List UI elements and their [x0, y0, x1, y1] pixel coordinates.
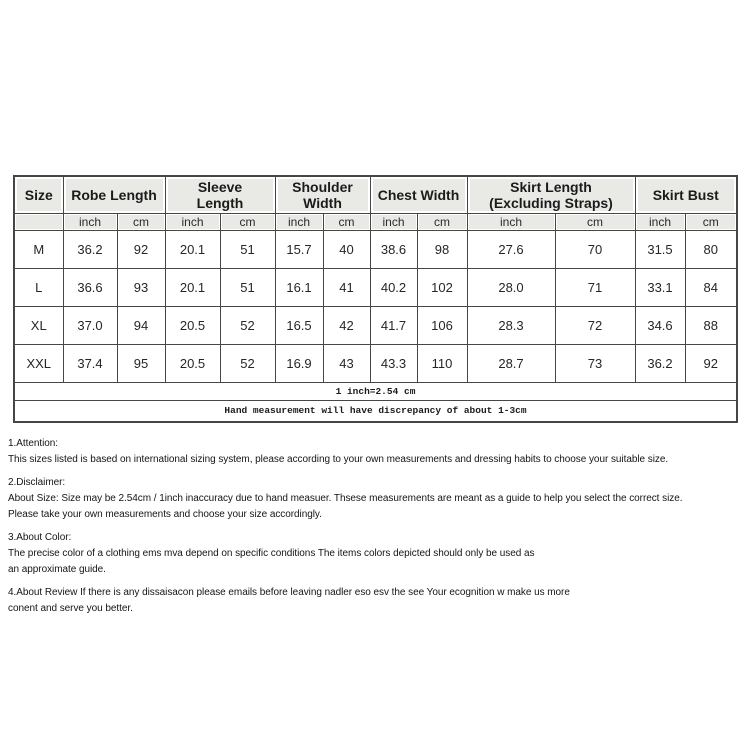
column-header-line: Shoulder: [292, 178, 353, 195]
hand-measurement-note: Hand measurement will have discrepancy of about 1-3cm: [14, 400, 737, 422]
column-header-chest-width: [370, 176, 467, 213]
measurement-cell: 20.1: [165, 268, 220, 306]
measurement-cell: 110: [417, 344, 467, 382]
size-row-XXL: [14, 344, 737, 382]
paragraph-line: This sizes listed is based on international sizing system, please according to your own measurements and dressing habits to choose your suitable size.: [8, 454, 669, 465]
column-header-line: Sleeve: [197, 178, 243, 195]
paragraph-line: conent and serve you better.: [8, 603, 133, 614]
column-header-line: Robe Length: [71, 186, 157, 203]
measurement-cell: 20.5: [165, 306, 220, 344]
measurement-cell: 16.1: [275, 268, 323, 306]
unit-header-inch: inch: [165, 213, 220, 230]
measurement-cell: 36.6: [63, 268, 117, 306]
column-header-line: (Excluding Straps): [489, 194, 613, 211]
paragraph-title: 2.Disclaimer:: [8, 477, 66, 488]
paragraph-line: The precise color of a clothing ems mva depend on specific conditions The items colors depicted should only be used as: [8, 548, 535, 559]
unit-header-cm: cm: [685, 213, 737, 230]
column-header-line: Skirt Length: [510, 178, 592, 195]
paragraph-title: 3.About Color:: [8, 532, 72, 543]
unit-header-cm: cm: [555, 213, 635, 230]
unit-header-inch: inch: [370, 213, 417, 230]
note-paragraph-3: [8, 530, 749, 578]
unit-header-cm: cm: [220, 213, 275, 230]
measurement-cell: 40: [323, 230, 370, 268]
measurement-cell: 38.6: [370, 230, 417, 268]
column-header-line: Skirt Bust: [652, 186, 719, 203]
measurement-cell: 94: [117, 306, 165, 344]
measurement-cell: 28.0: [467, 268, 555, 306]
measurement-cell: 20.5: [165, 344, 220, 382]
measurement-cell: 43.3: [370, 344, 417, 382]
measurement-cell: 40.2: [370, 268, 417, 306]
inch-conversion-note: 1 inch=2.54 cm: [14, 382, 737, 400]
unit-header-inch: inch: [275, 213, 323, 230]
size-row-L: [14, 268, 737, 306]
measurement-cell: 51: [220, 230, 275, 268]
measurement-cell: 80: [685, 230, 737, 268]
unit-header-inch: inch: [467, 213, 555, 230]
size-label: XXL: [14, 344, 63, 382]
measurement-cell: 84: [685, 268, 737, 306]
measurement-cell: 73: [555, 344, 635, 382]
measurement-cell: 16.5: [275, 306, 323, 344]
paragraph-line: 4.About Review If there is any dissaisacon please emails before leaving nadler eso esv the see Your ecognition w make us more: [8, 587, 570, 598]
unit-header-cm: cm: [323, 213, 370, 230]
measurement-cell: 95: [117, 344, 165, 382]
size-row-XL: [14, 306, 737, 344]
measurement-cell: 15.7: [275, 230, 323, 268]
measurement-cell: 93: [117, 268, 165, 306]
note-paragraph-1: [8, 436, 749, 468]
measurement-cell: 92: [685, 344, 737, 382]
unit-header-inch: inch: [635, 213, 685, 230]
measurement-cell: 37.0: [63, 306, 117, 344]
measurement-cell: 88: [685, 306, 737, 344]
measurement-cell: 102: [417, 268, 467, 306]
unit-header-cm: cm: [417, 213, 467, 230]
table-note-row: [14, 400, 737, 422]
measurement-cell: 42: [323, 306, 370, 344]
measurement-cell: 16.9: [275, 344, 323, 382]
column-header-shoulder-width: [275, 176, 370, 213]
column-header-line: Chest Width: [377, 186, 460, 203]
paragraph-line: an approximate guide.: [8, 564, 106, 575]
measurement-cell: 41: [323, 268, 370, 306]
measurement-cell: 43: [323, 344, 370, 382]
measurement-cell: 20.1: [165, 230, 220, 268]
paragraph-line: Please take your own measurements and choose your size accordingly.: [8, 509, 322, 520]
measurement-cell: 34.6: [635, 306, 685, 344]
measurement-cell: 92: [117, 230, 165, 268]
unit-header-empty: [14, 213, 63, 230]
column-header-line: Size: [24, 186, 53, 203]
column-header-skirt-bust: [635, 176, 737, 213]
size-label: L: [14, 268, 63, 306]
measurement-cell: 28.7: [467, 344, 555, 382]
measurement-cell: 27.6: [467, 230, 555, 268]
measurement-cell: 106: [417, 306, 467, 344]
size-label: M: [14, 230, 63, 268]
table-note-row: [14, 382, 737, 400]
measurement-cell: 71: [555, 268, 635, 306]
column-header-skirt-length: [467, 176, 635, 213]
note-paragraph-2: [8, 475, 749, 523]
measurement-cell: 98: [417, 230, 467, 268]
unit-header-cm: cm: [117, 213, 165, 230]
measurement-cell: 33.1: [635, 268, 685, 306]
note-paragraph-4: [8, 585, 749, 617]
measurement-cell: 28.3: [467, 306, 555, 344]
paragraph-title: 1.Attention:: [8, 438, 58, 449]
measurement-cell: 41.7: [370, 306, 417, 344]
measurement-cell: 52: [220, 344, 275, 382]
size-label: XL: [14, 306, 63, 344]
measurement-cell: 72: [555, 306, 635, 344]
measurement-cell: 36.2: [63, 230, 117, 268]
measurement-cell: 37.4: [63, 344, 117, 382]
paragraph-line: About Size: Size may be 2.54cm / 1inch inaccuracy due to hand measuer. Thsese measurements are meant as a guide to help you select the correct size.: [8, 493, 683, 504]
notes-section: [8, 436, 749, 624]
measurement-cell: 70: [555, 230, 635, 268]
column-header-sleeve-length: [165, 176, 275, 213]
column-header-robe-length: [63, 176, 165, 213]
column-header-line: Width: [303, 194, 342, 211]
column-header-line: Length: [196, 194, 244, 211]
size-row-M: [14, 230, 737, 268]
column-header-size: [14, 176, 63, 213]
measurement-cell: 36.2: [635, 344, 685, 382]
size-chart-table: [13, 175, 738, 423]
measurement-cell: 52: [220, 306, 275, 344]
unit-header-inch: inch: [63, 213, 117, 230]
measurement-cell: 31.5: [635, 230, 685, 268]
measurement-cell: 51: [220, 268, 275, 306]
